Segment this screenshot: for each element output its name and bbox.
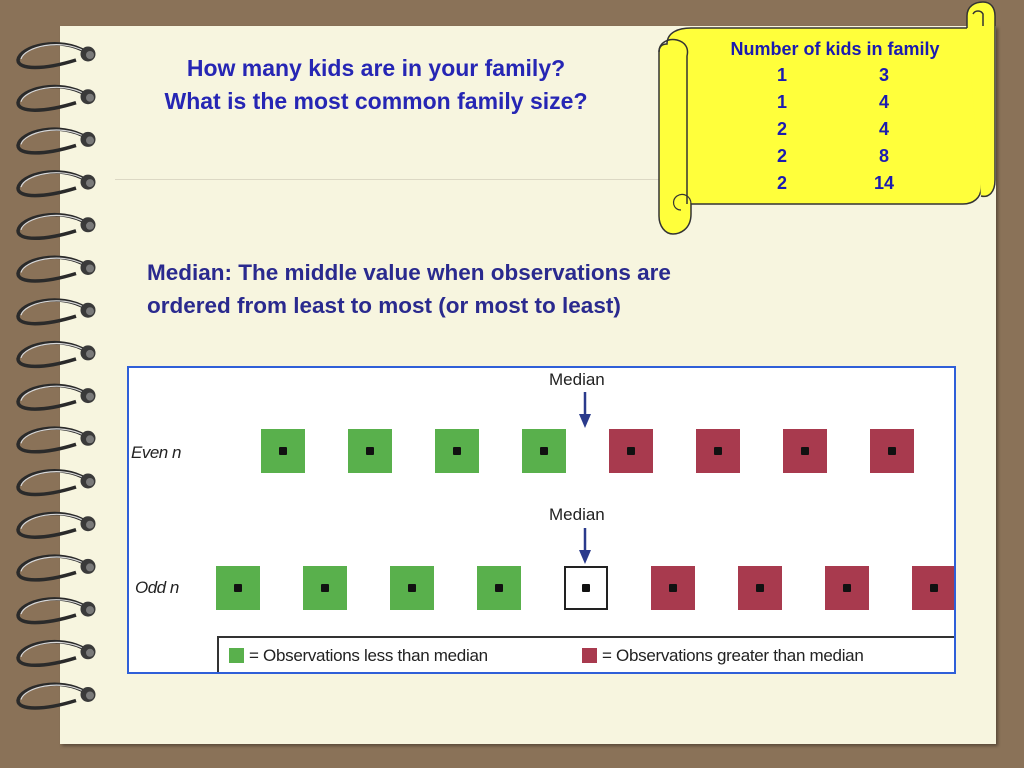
scroll-row [690,116,980,143]
observation-square-greater [609,429,653,473]
observation-dot [408,584,416,592]
legend-greater-text: = Observations greater than median [602,646,864,665]
diagram-legend [217,636,956,674]
scroll-cell: 4 [878,119,889,139]
legend-greater-swatch [582,648,597,663]
scroll-cell: 8 [878,146,889,166]
spiral-ring [18,257,96,281]
odd-median-label: Median [549,505,605,524]
observation-dot [321,584,329,592]
observation-square-less [261,429,305,473]
scroll-table [690,36,980,197]
observation-dot [540,447,548,455]
scroll-cell: 2 [776,146,787,166]
observation-square-greater [870,429,914,473]
observation-square-greater [825,566,869,610]
observation-square-less [303,566,347,610]
observation-dot [582,584,590,592]
observation-square-less [390,566,434,610]
observation-dot [888,447,896,455]
observation-dot [366,447,374,455]
scroll-row [690,170,980,197]
odd-median-arrow-icon [578,528,592,566]
question-line-2: What is the most common family size? [164,88,588,114]
even-median-label: Median [549,370,605,389]
observation-square-less [435,429,479,473]
observation-square-median [564,566,608,610]
legend-less-swatch [229,648,244,663]
observation-square-less [522,429,566,473]
observation-square-greater [651,566,695,610]
observation-dot [714,447,722,455]
observation-square-greater [738,566,782,610]
spiral-ring [18,129,96,153]
question-heading [100,52,652,118]
spiral-ring [18,642,96,666]
scroll-cell: 2 [776,173,787,193]
spiral-ring [18,514,96,538]
observation-square-greater [783,429,827,473]
observation-dot [279,447,287,455]
odd-n-label: Odd n [135,578,179,597]
spiral-ring [18,343,96,367]
spiral-ring [18,471,96,495]
page-rule-line [115,179,665,180]
observation-square-greater [696,429,740,473]
even-median-arrow-icon [578,392,592,430]
observation-dot [453,447,461,455]
observation-dot [495,584,503,592]
notebook-spiral-binding [0,0,110,768]
scroll-row [690,89,980,116]
legend-less-text: = Observations less than median [249,646,488,665]
spiral-ring [18,684,96,708]
median-definition [147,256,847,322]
observation-square-less [348,429,392,473]
spiral-ring [18,556,96,580]
scroll-cell: 3 [878,65,889,85]
observation-dot [930,584,938,592]
spiral-ring [18,428,96,452]
even-n-label: Even n [131,443,181,462]
observation-dot [669,584,677,592]
spiral-ring [18,87,96,111]
observation-dot [843,584,851,592]
scroll-cell: 2 [776,119,787,139]
scroll-row [690,143,980,170]
scroll-cell: 1 [776,65,787,85]
observation-dot [756,584,764,592]
observation-dot [801,447,809,455]
observation-square-less [477,566,521,610]
question-line-1: How many kids are in your family? [186,55,566,81]
spiral-ring [18,44,96,68]
observation-dot [234,584,242,592]
scroll-title: Number of kids in family [730,39,940,59]
definition-line-2: ordered from least to most (or most to least) [147,293,621,318]
spiral-ring [18,385,96,409]
scroll-cell: 1 [776,92,787,112]
spiral-ring [18,215,96,239]
median-diagram [127,366,956,674]
spiral-ring [18,599,96,623]
observation-square-less [216,566,260,610]
spiral-ring [18,300,96,324]
definition-line-1: Median: The middle value when observations are [147,260,671,285]
observation-square-greater [912,566,956,610]
spiral-ring [18,172,96,196]
observation-dot [627,447,635,455]
scroll-cell: 4 [878,92,889,112]
scroll-cell: 14 [873,173,895,193]
scroll-row [690,62,980,89]
